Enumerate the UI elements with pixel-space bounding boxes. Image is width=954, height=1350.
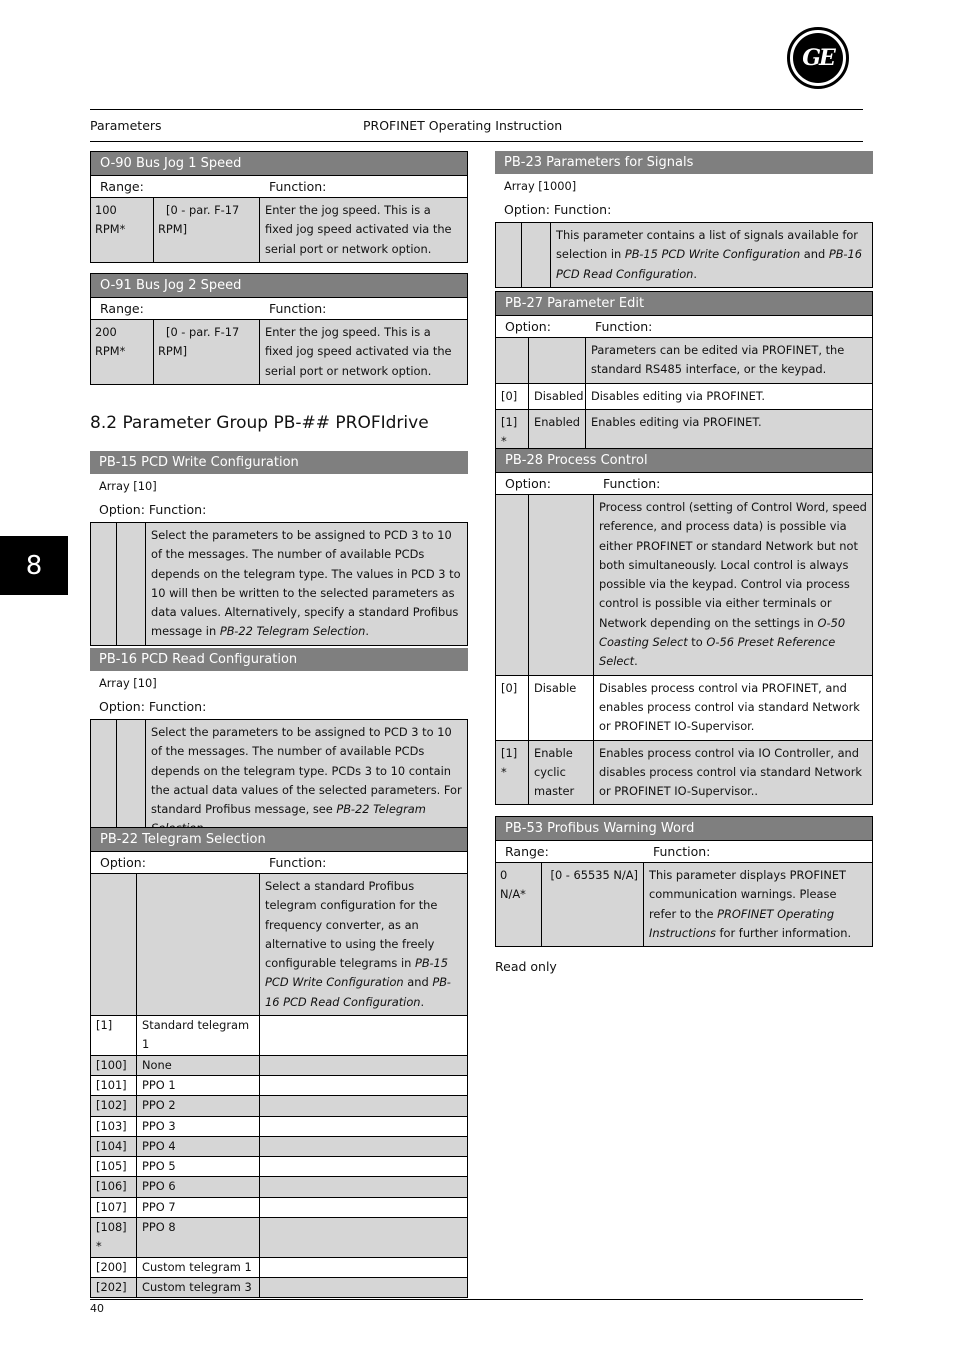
option-name: PPO 2 [137, 1096, 260, 1115]
param-row [91, 319, 467, 384]
table-row [91, 1197, 467, 1217]
option-header [90, 695, 468, 719]
table-row [91, 1055, 467, 1075]
option-name: Custom telegram 3 [137, 1278, 260, 1297]
option-value [91, 874, 137, 1015]
function-label: Function: [653, 844, 711, 859]
function-text [260, 1076, 467, 1095]
option-name: PPO 1 [137, 1076, 260, 1095]
array-size: Array [10] [99, 479, 157, 493]
table-row [91, 1217, 467, 1257]
array-size: Array [10] [99, 676, 157, 690]
function-text [260, 1096, 467, 1115]
table-row [496, 675, 872, 740]
header-doc-title: PROFINET Operating Instruction [363, 118, 563, 133]
ge-logo [787, 27, 849, 89]
param-row [90, 719, 468, 843]
option-value [496, 223, 522, 287]
option-label: Option: [505, 319, 551, 334]
function-text [260, 1117, 467, 1136]
param-title: O-90 Bus Jog 1 Speed [91, 152, 467, 175]
option-name: Enabled [529, 410, 586, 455]
param-pb23 [495, 151, 873, 288]
header-rule-top [90, 109, 863, 110]
param-title: PB-53 Profibus Warning Word [496, 817, 872, 840]
option-value: [101] [91, 1076, 137, 1095]
function-label: Function: [269, 179, 327, 194]
range-label: Range: [100, 179, 144, 194]
function-text: Disables process control via PROFINET, and enables process control via standard Network or PROFINET IO-Supervisor. [599, 680, 860, 734]
option-value: [0] [496, 384, 529, 409]
option-name [522, 223, 551, 287]
param-subheader [496, 315, 872, 337]
option-value: [104] [91, 1137, 137, 1156]
option-label: Option: [100, 855, 146, 870]
range-value: [0 - 65535 N/A] [542, 863, 644, 946]
option-name: PPO 6 [137, 1177, 260, 1196]
param-subheader [496, 472, 872, 494]
read-only-note: Read only [495, 959, 557, 974]
function-label: Function: [148, 502, 207, 517]
function-label: Function: [603, 476, 661, 491]
function-text: This parameter displays PROFINET communication warnings. Please refer to the PROFINET Operating Instructions for further information. [649, 868, 852, 940]
option-value: [1] * [496, 410, 529, 455]
param-pb27 [495, 291, 873, 455]
param-o90 [90, 151, 468, 263]
table-row [91, 1095, 467, 1115]
function-label: Function: [148, 699, 207, 714]
header-section: Parameters [90, 118, 162, 133]
table-row [91, 1015, 467, 1055]
option-name [137, 874, 260, 1015]
option-name: Disabled [529, 384, 586, 409]
param-pb16 [90, 648, 468, 843]
function-text [260, 1157, 467, 1176]
param-pb28 [495, 448, 873, 805]
option-name: Disable [529, 676, 594, 740]
function-text: Disables editing via PROFINET. [591, 388, 766, 403]
range-value: [0 - par. F-17 RPM] [154, 198, 260, 262]
function-label: Function: [269, 301, 327, 316]
option-value: [106] [91, 1177, 137, 1196]
section-heading: 8.2 Parameter Group PB-## PROFIdrive [90, 413, 429, 433]
param-title: PB-27 Parameter Edit [496, 292, 872, 315]
option-value: [100] [91, 1056, 137, 1075]
option-value: [200] [91, 1258, 137, 1277]
function-text [260, 1278, 467, 1297]
option-name: PPO 5 [137, 1157, 260, 1176]
param-title: PB-22 Telegram Selection [91, 828, 467, 851]
process-control-options [496, 675, 872, 805]
range-label: Range: [100, 301, 144, 316]
default-value: 100 RPM* [91, 198, 154, 262]
option-value [91, 523, 117, 645]
array-size: Array [1000] [504, 179, 577, 193]
param-pb53 [495, 816, 873, 947]
param-row [91, 873, 467, 1015]
default-value: 0 N/A* [496, 863, 542, 946]
function-text [260, 1177, 467, 1196]
option-name: Custom telegram 1 [137, 1258, 260, 1277]
option-name: PPO 7 [137, 1198, 260, 1217]
param-row [496, 862, 872, 946]
option-label: Option: [99, 502, 145, 517]
option-name: PPO 8 [137, 1218, 260, 1257]
option-label: Option: [99, 699, 145, 714]
option-value: [103] [91, 1117, 137, 1136]
function-label: Function: [553, 202, 612, 217]
param-pb15 [90, 451, 468, 646]
function-text: Enables process control via IO Controller, and disables process control via standard Network or PROFINET IO-Supervisor.. [599, 745, 862, 799]
function-text [260, 1218, 467, 1257]
option-name [117, 523, 146, 645]
option-name [529, 495, 594, 675]
option-label: Option: [505, 476, 551, 491]
option-value: [105] [91, 1157, 137, 1176]
function-text: Enter the jog speed. This is a fixed jog speed activated via the serial port or network option. [265, 203, 452, 256]
option-name [529, 338, 586, 383]
option-name: Standard telegram 1 [137, 1016, 260, 1055]
option-header [90, 498, 468, 522]
param-o91 [90, 273, 468, 385]
param-subheader [496, 840, 872, 862]
function-text [260, 1198, 467, 1217]
option-header [495, 198, 873, 222]
param-row [496, 337, 872, 383]
range-value: [0 - par. F-17 RPM] [154, 320, 260, 384]
function-text: Select the parameters to be assigned to PCD 3 to 10 of the messages. The number of available PCDs depends on the telegram type. The values in PCD 3 to 10 will then be written to the selected parameters as data values. Alternatively, specify a standard Profibus message in PB-22 Telegram Selection. [151, 528, 461, 639]
table-row [91, 1156, 467, 1176]
page-number: 40 [90, 1302, 104, 1315]
option-value [91, 720, 117, 842]
range-label: Range: [505, 844, 549, 859]
param-title: PB-23 Parameters for Signals [495, 151, 873, 174]
option-value: [107] [91, 1198, 137, 1217]
chapter-tab: 8 [0, 536, 68, 595]
table-row [91, 1116, 467, 1136]
function-text: Select the parameters to be assigned to PCD 3 to 10 of the messages. The number of available PCDs depends on the telegram type. PCDs 3 to 10 contain the actual data values of the selected parameters. For standard Profibus message, see PB-22 Telegram [151, 725, 462, 817]
table-row [91, 1075, 467, 1095]
function-text [260, 1258, 467, 1277]
option-value [496, 338, 529, 383]
option-value: [1] * [496, 741, 529, 805]
param-title: O-91 Bus Jog 2 Speed [91, 274, 467, 297]
option-label: Option: [504, 202, 550, 217]
param-title: PB-28 Process Control [496, 449, 872, 472]
param-row [90, 522, 468, 646]
param-row [496, 494, 872, 675]
param-title: PB-16 PCD Read Configuration [90, 648, 468, 671]
param-subheader [91, 851, 467, 873]
footer-rule [90, 1299, 863, 1300]
edit-options [496, 383, 872, 455]
telegram-options [91, 1015, 467, 1297]
ge-monogram: GE [793, 33, 843, 83]
option-value: [102] [91, 1096, 137, 1115]
function-text: This parameter contains a list of signals available for selection in PB-15 PCD Write Configuration and PB-16 PCD Read Configuration. [556, 228, 862, 281]
table-row [91, 1257, 467, 1277]
function-text [260, 1056, 467, 1075]
function-text: Select a standard Profibus telegram configuration for the frequency converter, as an alternative to using the freely configurable telegrams in PB-15 PCD Write Configuration and PB-16 PCD Read Configuration. [265, 879, 451, 1009]
table-row [496, 383, 872, 409]
function-label: Function: [595, 319, 653, 334]
function-text: Parameters can be edited via PROFINET, the standard RS485 interface, or the keypad. [591, 343, 845, 377]
table-row [91, 1277, 467, 1297]
param-title: PB-15 PCD Write Configuration [90, 451, 468, 474]
default-value: 200 RPM* [91, 320, 154, 384]
table-row [91, 1136, 467, 1156]
param-row [495, 222, 873, 288]
param-row [91, 197, 467, 262]
option-value: [108] * [91, 1218, 137, 1257]
param-pb22 [90, 827, 468, 1298]
header-rule-bottom [90, 141, 863, 142]
option-value: [202] [91, 1278, 137, 1297]
table-row [91, 1176, 467, 1196]
option-name: PPO 4 [137, 1137, 260, 1156]
function-label: Function: [269, 855, 327, 870]
option-name [117, 720, 146, 842]
function-text: Process control (setting of Control Word, speed reference, and process data) is possible via either PROFINET or standard Network but not both simultaneously. Local control is always possible via the keypad. Control via process control is possible via either terminals or Network depending on the settings in O-50 Coasting Select to O-56 Preset Reference Select. [599, 500, 867, 669]
option-name: PPO 3 [137, 1117, 260, 1136]
option-value: [1] [91, 1016, 137, 1055]
param-subheader [91, 297, 467, 319]
function-text: Enter the jog speed. This is a fixed jog speed activated via the serial port or network option. [265, 325, 452, 378]
function-text [260, 1137, 467, 1156]
option-value [496, 495, 529, 675]
function-text: Enables editing via PROFINET. [591, 414, 762, 429]
table-row [496, 740, 872, 805]
param-subheader [91, 175, 467, 197]
option-value: [0] [496, 676, 529, 740]
option-name: Enable cyclic master [529, 741, 594, 805]
function-text [260, 1016, 467, 1055]
option-name: None [137, 1056, 260, 1075]
